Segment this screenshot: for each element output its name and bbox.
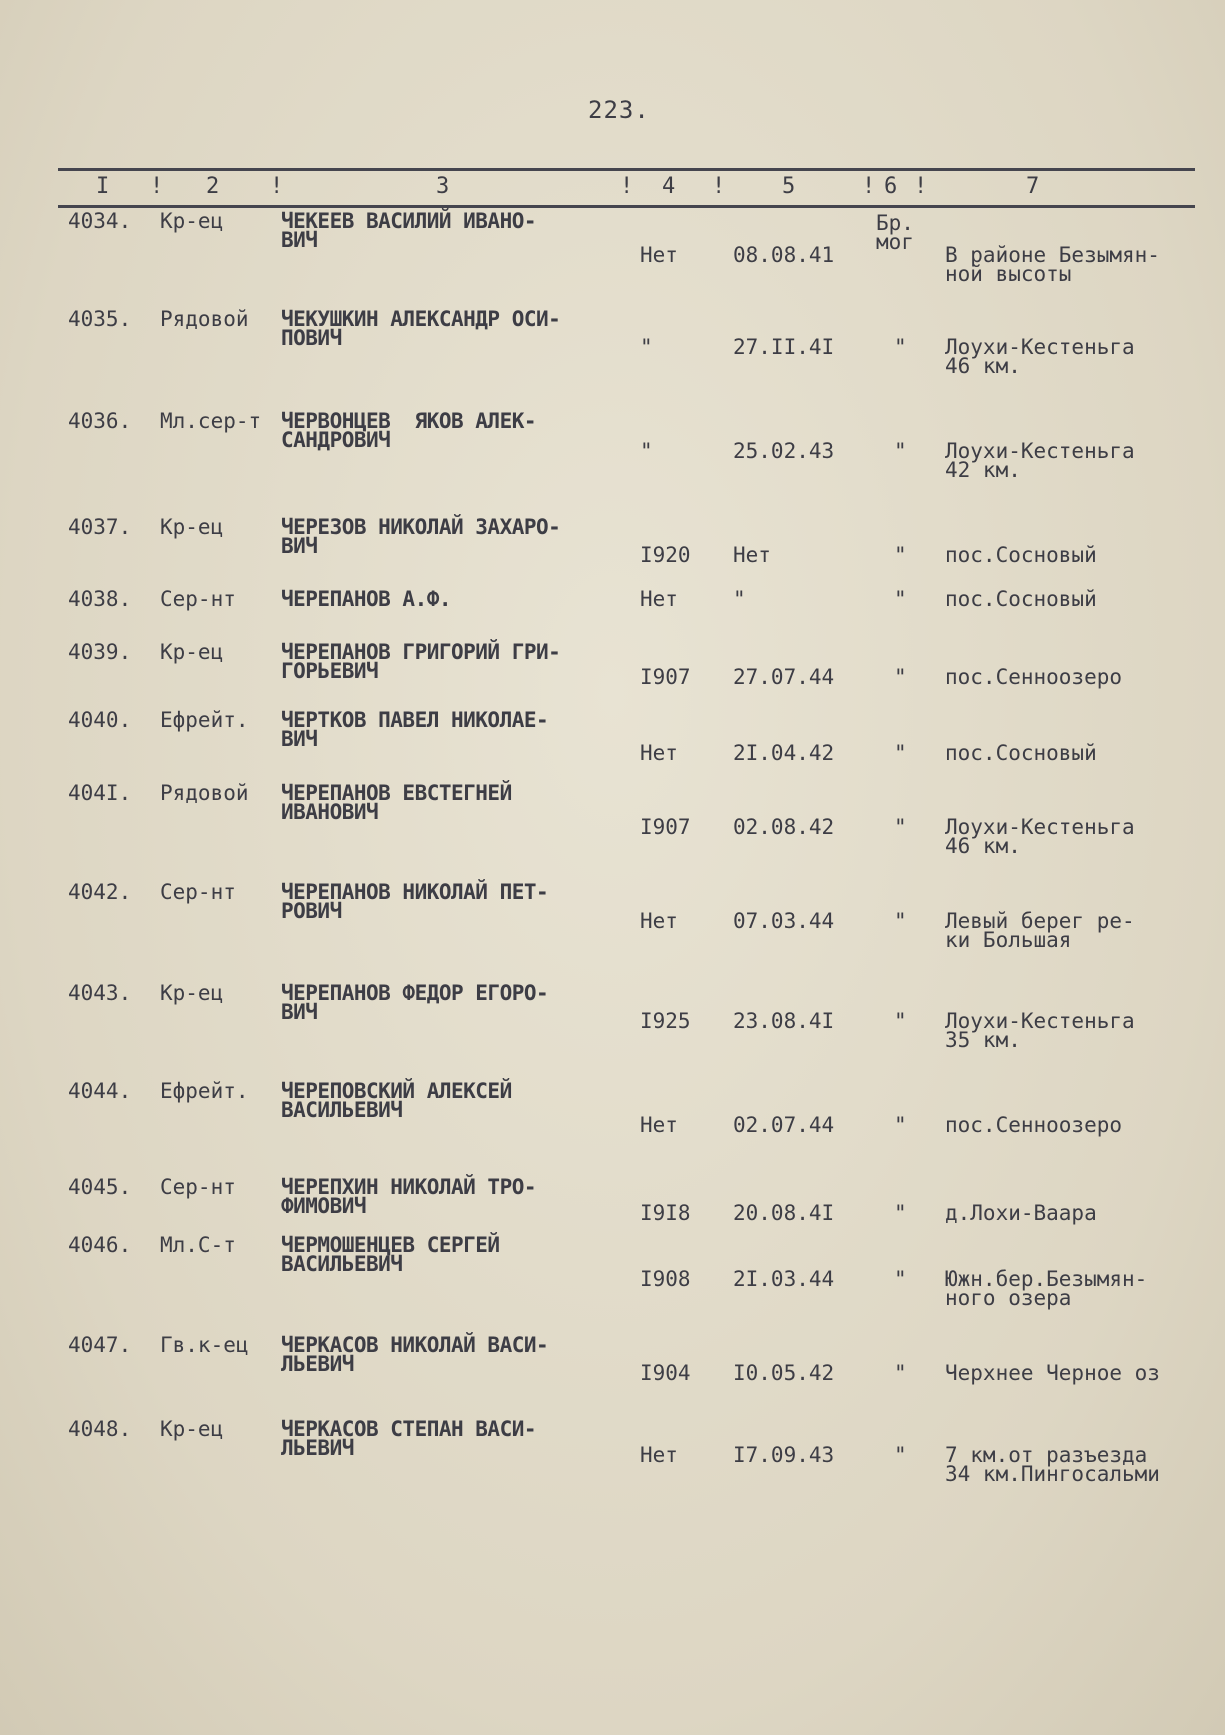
record-col6: " — [894, 665, 907, 689]
record-name-line-2: ВИЧ — [281, 727, 318, 751]
record-rank: Мл.С-т — [160, 1233, 236, 1257]
record-number: 4045. — [68, 1175, 132, 1199]
record-date: 27.II.4I — [733, 335, 835, 359]
record-col6: " — [894, 335, 907, 359]
header-col-1: I — [96, 174, 110, 199]
record-rank: Сер-нт — [160, 587, 236, 611]
record-number: 4039. — [68, 640, 132, 664]
record-place-line-1: Лоухи-Кестеньга — [945, 335, 1135, 359]
record-rank: Кр-ец — [160, 640, 224, 664]
record-date: 02.08.42 — [733, 815, 835, 839]
record-name-line-2: САНДРОВИЧ — [281, 428, 391, 452]
record-rank: Кр-ец — [160, 981, 224, 1005]
record-date: I0.05.42 — [733, 1361, 835, 1385]
record-date: 25.02.43 — [733, 439, 835, 463]
record-place-line-2: ки Большая — [945, 928, 1072, 952]
record-name-line-2: ВАСИЛЬЕВИЧ — [281, 1098, 403, 1122]
record-name-line-1: ЧЕРВОНЦЕВ ЯКОВ АЛЕК- — [281, 409, 537, 433]
record-birth-year: Нет — [640, 1443, 678, 1467]
record-date: I7.09.43 — [733, 1443, 835, 1467]
record-place-line-1: Черхнее Черное оз — [945, 1361, 1160, 1385]
record-date: 2I.04.42 — [733, 741, 835, 765]
record-place-line-1: д.Лохи-Ваара — [945, 1201, 1097, 1225]
header-separator: ! — [150, 174, 164, 199]
record-number: 4044. — [68, 1079, 132, 1103]
record-name-line-1: ЧЕРЕЗОВ НИКОЛАЙ ЗАХАРО- — [281, 515, 561, 539]
record-place-line-1: Лоухи-Кестеньга — [945, 439, 1135, 463]
record-birth-year: Нет — [640, 909, 678, 933]
record-name-line-1: ЧЕРТКОВ ПАВЕЛ НИКОЛАЕ- — [281, 708, 549, 732]
page-number: 223. — [588, 96, 650, 124]
header-col-5: 5 — [782, 174, 796, 199]
record-name-line-2: ФИМОВИЧ — [281, 1194, 367, 1218]
record-rank: Кр-ец — [160, 209, 224, 233]
record-col6: " — [894, 1443, 907, 1467]
record-rank: Сер-нт — [160, 1175, 236, 1199]
header-col-4: 4 — [662, 174, 676, 199]
record-number: 4048. — [68, 1417, 132, 1441]
header-separator: ! — [914, 174, 928, 199]
record-name-line-2: ВИЧ — [281, 1000, 318, 1024]
record-name-line-1: ЧЕРЕПОВСКИЙ АЛЕКСЕЙ — [281, 1079, 512, 1103]
record-place-line-1: Южн.бер.Безымян- — [945, 1267, 1148, 1291]
record-birth-year: I920 — [640, 543, 691, 567]
record-place-line-2: 42 км. — [945, 458, 1021, 482]
record-name-line-2: ГОРЬЕВИЧ — [281, 659, 379, 683]
header-col-3: 3 — [436, 174, 450, 199]
record-date: Нет — [733, 543, 771, 567]
record-col6-line-1: Бр. — [876, 211, 914, 235]
record-place-line-1: 7 км.от разъезда — [945, 1443, 1148, 1467]
record-number: 404I. — [68, 781, 132, 805]
record-birth-year: I925 — [640, 1009, 691, 1033]
record-place-line-1: Лоухи-Кестеньга — [945, 1009, 1135, 1033]
record-birth-year: Нет — [640, 243, 678, 267]
record-place-line-2: 46 км. — [945, 834, 1021, 858]
record-place-line-1: Левый берег ре- — [945, 909, 1135, 933]
record-name-line-1: ЧЕРМОШЕНЦЕВ СЕРГЕЙ — [281, 1233, 500, 1257]
record-place-line-2: ного озера — [945, 1286, 1072, 1310]
record-place-line-2: 35 км. — [945, 1028, 1021, 1052]
record-number: 4043. — [68, 981, 132, 1005]
record-name-line-1: ЧЕКУШКИН АЛЕКСАНДР ОСИ- — [281, 307, 561, 331]
header-separator: ! — [862, 174, 876, 199]
record-birth-year: I907 — [640, 815, 691, 839]
record-number: 4038. — [68, 587, 132, 611]
record-name-line-2: ВИЧ — [281, 534, 318, 558]
record-number: 4035. — [68, 307, 132, 331]
record-name-line-2: ИВАНОВИЧ — [281, 800, 379, 824]
record-name-line-2: ВИЧ — [281, 228, 318, 252]
record-col6: " — [894, 587, 907, 611]
record-place-line-1: пос.Сосновый — [945, 587, 1097, 611]
header-col-2: 2 — [206, 174, 220, 199]
record-birth-year: I908 — [640, 1267, 691, 1291]
header-separator: ! — [712, 174, 726, 199]
record-birth-year: " — [640, 335, 653, 359]
record-rank: Гв.к-ец — [160, 1333, 249, 1357]
header-col-7: 7 — [1026, 174, 1040, 199]
record-col6: " — [894, 1201, 907, 1225]
record-name-line-2: ЛЬЕВИЧ — [281, 1352, 354, 1376]
header-separator: ! — [270, 174, 284, 199]
record-col6: " — [894, 741, 907, 765]
record-place-line-1: пос.Сосновый — [945, 543, 1097, 567]
record-number: 4046. — [68, 1233, 132, 1257]
record-date: 07.03.44 — [733, 909, 835, 933]
record-name-line-2: РОВИЧ — [281, 899, 342, 923]
record-col6: " — [894, 815, 907, 839]
record-place-line-1: В районе Безымян- — [945, 243, 1160, 267]
record-name-line-1: ЧЕРЕПХИН НИКОЛАЙ ТРО- — [281, 1175, 537, 1199]
record-name-line-1: ЧЕРКАСОВ СТЕПАН ВАСИ- — [281, 1417, 537, 1441]
record-col6: " — [894, 1009, 907, 1033]
record-date: 02.07.44 — [733, 1113, 835, 1137]
record-col6: " — [894, 1267, 907, 1291]
record-name-line-2: ЛЬЕВИЧ — [281, 1436, 354, 1460]
header-bottom-rule — [58, 205, 1195, 208]
record-date: 23.08.4I — [733, 1009, 835, 1033]
record-place-line-1: пос.Сенноозеро — [945, 1113, 1123, 1137]
record-name-line-1: ЧЕРЕПАНОВ НИКОЛАЙ ПЕТ- — [281, 880, 549, 904]
record-place-line-1: Лоухи-Кестеньга — [945, 815, 1135, 839]
record-rank: Кр-ец — [160, 515, 224, 539]
record-col6: " — [894, 1113, 907, 1137]
record-birth-year: Нет — [640, 741, 678, 765]
record-birth-year: I904 — [640, 1361, 691, 1385]
record-rank: Ефрейт. — [160, 708, 249, 732]
record-place-line-2: 46 км. — [945, 354, 1021, 378]
record-place-line-2: 34 км.Пингосальми — [945, 1462, 1160, 1486]
record-place-line-1: пос.Сенноозеро — [945, 665, 1123, 689]
record-place-line-2: ной высоты — [945, 262, 1072, 286]
record-birth-year: I9I8 — [640, 1201, 691, 1225]
header-separator: ! — [620, 174, 634, 199]
header-top-rule — [58, 168, 1195, 171]
record-birth-year: Нет — [640, 1113, 678, 1137]
record-number: 4036. — [68, 409, 132, 433]
record-number: 4034. — [68, 209, 132, 233]
record-rank: Кр-ец — [160, 1417, 224, 1441]
record-rank: Ефрейт. — [160, 1079, 249, 1103]
record-col6: " — [894, 439, 907, 463]
record-number: 4037. — [68, 515, 132, 539]
record-col6: " — [894, 543, 907, 567]
record-name-line-1: ЧЕРЕПАНОВ ФЕДОР ЕГОРО- — [281, 981, 549, 1005]
record-rank: Рядовой — [160, 781, 249, 805]
record-name-line-2: ПОВИЧ — [281, 326, 342, 350]
record-date: 27.07.44 — [733, 665, 835, 689]
record-col6: " — [894, 1361, 907, 1385]
record-number: 4047. — [68, 1333, 132, 1357]
record-name-line-1: ЧЕРЕПАНОВ А.Ф. — [281, 587, 452, 611]
header-col-6: 6 — [884, 174, 898, 199]
record-number: 4042. — [68, 880, 132, 904]
record-birth-year: Нет — [640, 587, 678, 611]
record-birth-year: " — [640, 439, 653, 463]
record-birth-year: I907 — [640, 665, 691, 689]
record-number: 4040. — [68, 708, 132, 732]
record-date: " — [733, 587, 746, 611]
record-name-line-2: ВАСИЛЬЕВИЧ — [281, 1252, 403, 1276]
record-date: 2I.03.44 — [733, 1267, 835, 1291]
record-col6: " — [894, 909, 907, 933]
record-name-line-1: ЧЕРКАСОВ НИКОЛАЙ ВАСИ- — [281, 1333, 549, 1357]
record-rank: Рядовой — [160, 307, 249, 331]
record-name-line-1: ЧЕРЕПАНОВ ЕВСТЕГНЕЙ — [281, 781, 512, 805]
record-place-line-1: пос.Сосновый — [945, 741, 1097, 765]
record-rank: Мл.сер-т — [160, 409, 262, 433]
record-name-line-1: ЧЕКЕЕВ ВАСИЛИЙ ИВАНО- — [281, 209, 537, 233]
record-name-line-1: ЧЕРЕПАНОВ ГРИГОРИЙ ГРИ- — [281, 640, 561, 664]
record-rank: Сер-нт — [160, 880, 236, 904]
record-col6-line-2: мог — [876, 230, 914, 254]
record-date: 08.08.41 — [733, 243, 835, 267]
record-date: 20.08.4I — [733, 1201, 835, 1225]
